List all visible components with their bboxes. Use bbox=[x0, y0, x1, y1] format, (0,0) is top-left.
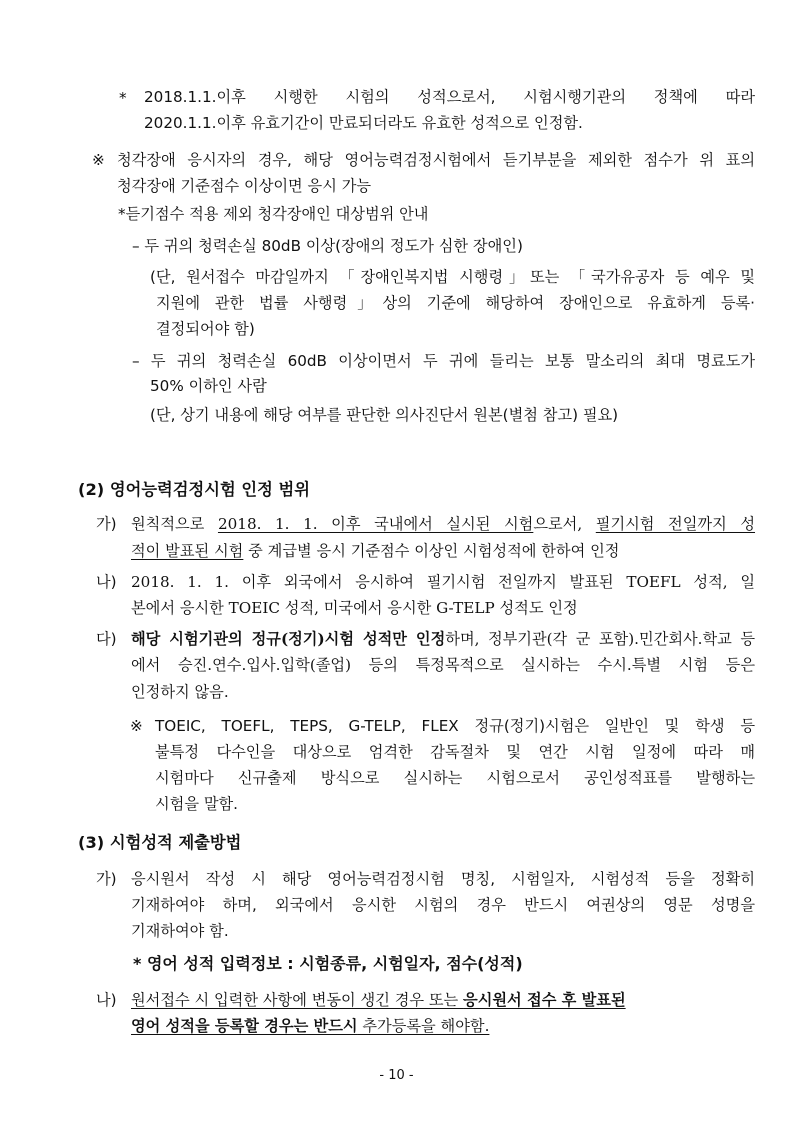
section2-item-ga-line1: 원칙적으로 2018. 1. 1. 이후 국내에서 실시된 시험으로서, 필기시험 전일까지 성 bbox=[131, 515, 756, 533]
section2-note-marker: ※ bbox=[130, 717, 143, 735]
hearing-subtitle: *듣기점수 적용 제외 청각장애인 대상범위 안내 bbox=[118, 205, 429, 223]
star-note-line1: 2018.1.1.이후 시행한 시험의 성적으로서, 시험시행기관의 정책에 따라 bbox=[144, 88, 755, 106]
section2-item-da-line1: 해당 시험기관의 정규(정기)시험 성적만 인정하며, 정부기관(각 군 포함).민간회사.학교 등 bbox=[131, 630, 755, 648]
section3-item-na-marker: 나) bbox=[96, 991, 117, 1009]
section3-item-ga-marker: 가) bbox=[96, 870, 117, 888]
section2-note-line2: 불특정 다수인을 대상으로 엄격한 감독절차 및 연간 시험 일정에 따라 매 bbox=[155, 743, 755, 761]
section3-item-na-line1: 원서접수 시 입력한 사항에 변동이 생긴 경우 또는 응시원서 접수 후 발표된 bbox=[131, 991, 626, 1009]
page-number: - 10 - bbox=[379, 1068, 414, 1083]
section2-item-na-line1: 2018. 1. 1. 이후 외국에서 응시하여 필기시험 전일까지 발표된 TOEFL 성적, 일 bbox=[131, 573, 755, 591]
section2-heading: (2) 영어능력검정시험 인정 범위 bbox=[78, 480, 310, 499]
section2-note-line1: TOEIC, TOEFL, TEPS, G-TELP, FLEX 정규(정기)시험은 일반인 및 학생 등 bbox=[155, 717, 755, 735]
section2-item-ga-line2: 적이 발표된 시험 중 계급별 응시 기준점수 이상인 시험성적에 한하여 인정 bbox=[131, 542, 620, 560]
section2-item-da-line2: 에서 승진.연수.입사.입학(졸업) 등의 특정목적으로 실시하는 수시.특별 시험 등은 bbox=[131, 656, 755, 674]
section2-item-da-marker: 다) bbox=[96, 630, 117, 648]
hearing-note-line2: 청각장애 기준점수 이상이면 응시 가능 bbox=[117, 177, 372, 195]
reference-mark: ※ bbox=[92, 151, 105, 169]
hearing-item2-paren-line1: (단, 상기 내용에 해당 여부를 판단한 의사진단서 원본(별첨 참고) 필요) bbox=[150, 406, 619, 424]
section2-item-ga-marker: 가) bbox=[96, 515, 117, 533]
section2-note-line3: 시험마다 신규출제 방식으로 실시하는 시험으로서 공인성적표를 발행하는 bbox=[155, 769, 755, 787]
hearing-item1-line1: – 두 귀의 청력손실 80dB 이상(장애의 정도가 심한 장애인) bbox=[132, 237, 523, 255]
section2-note-line4: 시험을 말함. bbox=[155, 795, 239, 813]
hearing-item1-paren-line2: 지원에 관한 법률 사행령」상의 기준에 해당하여 장애인으로 유효하게 등록· bbox=[156, 294, 755, 312]
section2-item-na-line2: 본에서 응시한 TOEIC 성적, 미국에서 응시한 G-TELP 성적도 인정 bbox=[131, 599, 578, 617]
hearing-item1-paren-line1: (단, 원서접수 마감일까지 「장애인복지법 시행령」또는 「국가유공자 등 예우 및 bbox=[150, 268, 755, 286]
star-note-line2: 2020.1.1.이후 유효기간이 만료되더라도 유효한 성적으로 인정함. bbox=[144, 114, 583, 132]
section3-item-ga-line2: 기재하여야 하며, 외국에서 응시한 시험의 경우 반드시 여권상의 영문 성명을 bbox=[131, 896, 755, 914]
section3-heading: (3) 시험성적 제출방법 bbox=[78, 833, 242, 852]
section3-item-ga-line3: 기재하여야 함. bbox=[131, 922, 229, 940]
section3-input-info: * 영어 성적 입력정보 : 시험종류, 시험일자, 점수(성적) bbox=[133, 954, 523, 973]
star-marker: * bbox=[119, 89, 127, 107]
hearing-item2-line2: 50% 이하인 사람 bbox=[150, 377, 267, 395]
section2-item-da-line3: 인정하지 않음. bbox=[131, 683, 229, 701]
section3-item-ga-line1: 응시원서 작성 시 해당 영어능력검정시험 명칭, 시험일자, 시험성적 등을 정확히 bbox=[131, 870, 755, 888]
hearing-item2-line1: – 두 귀의 청력손실 60dB 이상이면서 두 귀에 들리는 보통 말소리의 최대 명료도가 bbox=[132, 352, 755, 370]
section3-item-na-line2: 영어 성적을 등록할 경우는 반드시 추가등록을 해야함. bbox=[131, 1017, 490, 1035]
hearing-note-line1: 청각장애 응시자의 경우, 해당 영어능력검정시험에서 듣기부분을 제외한 점수가 위 표의 bbox=[117, 151, 755, 169]
section2-item-na-marker: 나) bbox=[96, 573, 117, 591]
hearing-item1-paren-line3: 결정되어야 함) bbox=[156, 320, 255, 338]
